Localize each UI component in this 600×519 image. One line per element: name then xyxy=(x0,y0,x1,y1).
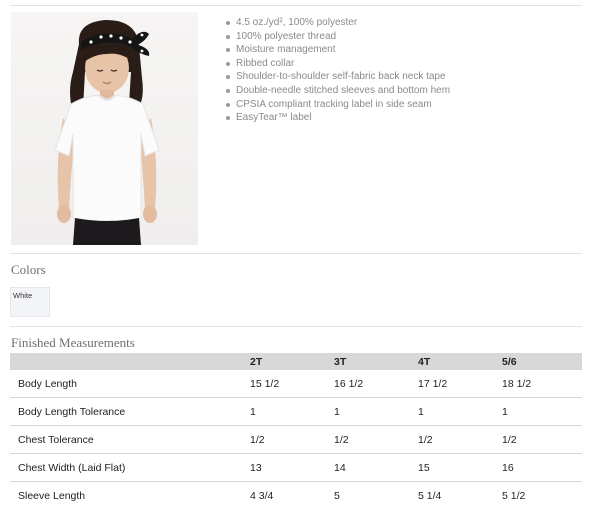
feature-item: 100% polyester thread xyxy=(224,30,450,44)
measurements-divider xyxy=(10,326,582,327)
feature-item: Double-needle stitched sleeves and bottom hem xyxy=(224,84,450,98)
table-row xyxy=(10,426,582,454)
product-photo[interactable] xyxy=(11,12,198,245)
row-label: Chest Tolerance xyxy=(10,426,250,454)
column-header: 5/6 xyxy=(502,353,582,370)
table-cell: 4 3/4 xyxy=(250,489,274,502)
table-cell: 17 1/2 xyxy=(418,370,502,398)
table-cell: 1/2 xyxy=(334,426,418,454)
column-header: 2T xyxy=(250,353,334,370)
table-cell: 5 xyxy=(334,489,340,502)
color-swatch-white[interactable] xyxy=(10,287,50,317)
measurements-table xyxy=(10,353,582,509)
row-label: Body Length xyxy=(10,370,250,398)
column-header: 3T xyxy=(334,353,418,370)
table-cell: 18 1/2 xyxy=(502,370,582,398)
table-row xyxy=(10,454,582,482)
table-cell: 16 xyxy=(502,454,582,482)
colors-heading: Colors xyxy=(11,262,46,277)
feature-item: Shoulder-to-shoulder self-fabric back neck tape xyxy=(224,70,450,84)
feature-item: 4.5 oz./yd², 100% polyester xyxy=(224,16,450,30)
table-cell: 16 1/2 xyxy=(334,370,418,398)
feature-item: Ribbed collar xyxy=(224,57,450,71)
table-cell: 1 xyxy=(334,398,418,426)
table-cell: 15 1/2 xyxy=(250,370,334,398)
table-row xyxy=(10,398,582,426)
child-model-illustration xyxy=(11,12,198,245)
feature-item: Moisture management xyxy=(224,43,450,57)
feature-item: CPSIA compliant tracking label in side seam xyxy=(224,98,450,112)
swatch-label: White xyxy=(13,291,33,300)
table-cell: 1/2 xyxy=(502,426,582,454)
feature-list xyxy=(224,16,450,125)
table-cell: 13 xyxy=(250,454,334,482)
table-cell: 5 1/4 xyxy=(418,489,442,502)
column-header: 4T xyxy=(418,353,502,370)
row-label: Chest Width (Laid Flat) xyxy=(10,454,250,482)
table-cell: 15 xyxy=(418,454,502,482)
table-row xyxy=(10,482,582,510)
table-cell: 1 xyxy=(418,398,502,426)
table-cell: 5 1/2 xyxy=(502,489,526,502)
measurements-heading: Finished Measurements xyxy=(11,335,135,350)
table-cell: 1/2 xyxy=(250,426,334,454)
table-cell: 1/2 xyxy=(418,426,502,454)
table-cell: 1 xyxy=(502,398,582,426)
table-header-row xyxy=(10,353,582,370)
table-row xyxy=(10,370,582,398)
feature-item: EasyTear™ label xyxy=(224,111,450,125)
top-divider xyxy=(10,5,582,6)
table-cell: 14 xyxy=(334,454,418,482)
table-cell: 1 xyxy=(250,398,334,426)
colors-divider xyxy=(10,253,582,254)
row-label: Body Length Tolerance xyxy=(10,398,250,426)
row-label: Sleeve Length xyxy=(18,489,86,502)
column-header xyxy=(10,353,250,370)
